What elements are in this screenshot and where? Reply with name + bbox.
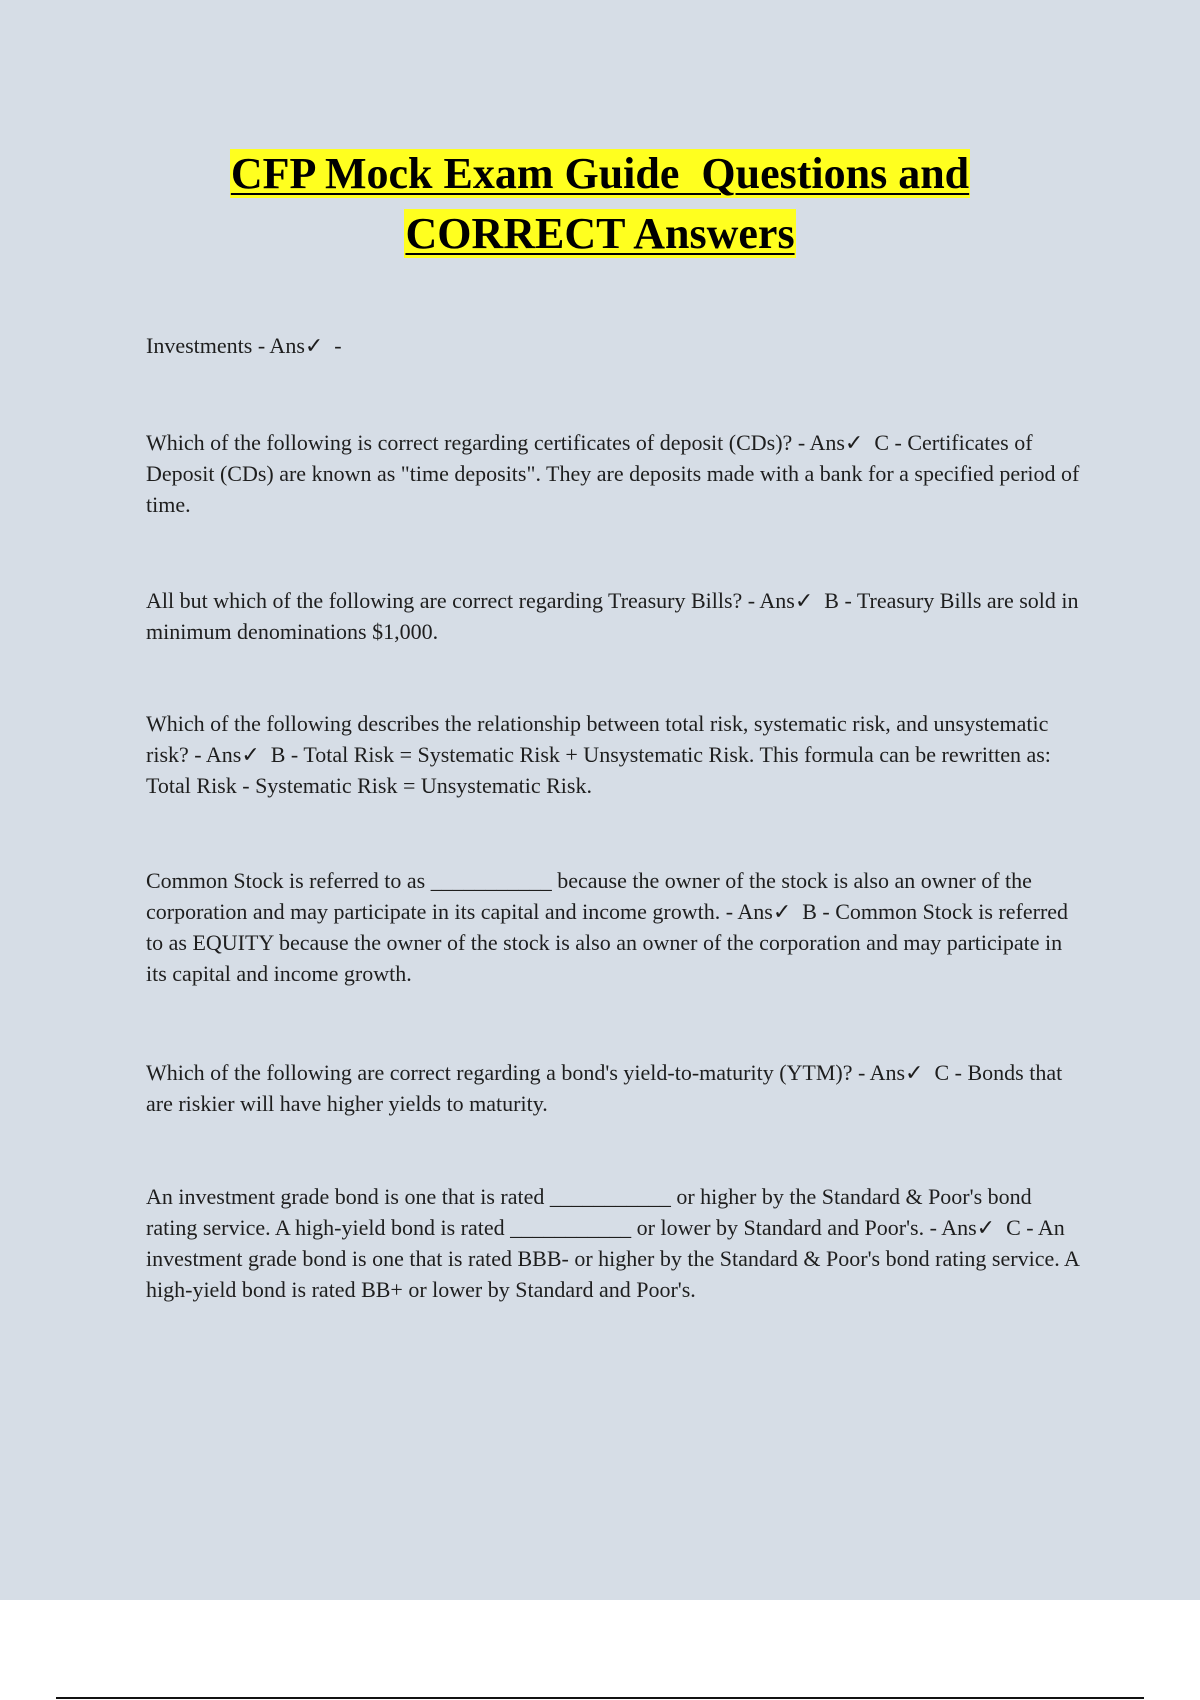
qa-entry-certificates-of-deposit (146, 427, 1086, 520)
qa-entry-total-risk (146, 708, 1086, 801)
qa-entry-investments (146, 330, 1086, 361)
qa-text: Which of the following is correct regarding certificates of deposit (CDs)? - Ans✓ C - Certificates of Deposit (CDs) are known as "time deposits". They are deposits made with a bank for a specified period of time. (146, 430, 1085, 517)
qa-entry-common-stock (146, 865, 1086, 989)
qa-entry-yield-to-maturity (146, 1057, 1086, 1119)
title-line-2: CORRECT Answers (405, 209, 795, 258)
qa-text: Which of the following describes the relationship between total risk, systematic risk, and unsystematic risk? - Ans✓ B - Total Risk = Systematic Risk + Unsystematic Risk. This formula can be rewritten as: Total Risk - Systematic Risk = Unsystematic Risk. (146, 711, 1057, 798)
footer-divider (56, 1697, 1144, 1699)
title-line-1: CFP Mock Exam Guide Questions and (230, 149, 970, 198)
qa-text: Investments - Ans✓ - (146, 333, 342, 358)
qa-entry-treasury-bills (146, 585, 1086, 647)
qa-text: An investment grade bond is one that is rated ___________ or higher by the Standard & Poor's bond rating service. A high-yield bond is rated ___________ or lower by Standard and Poor's. - Ans✓ C - An investment grade bond is one that is rated BBB- or higher by the Standard & Poor's bond rating service. A high-yield bond is rated BB+ or lower by Standard and Poor's. (146, 1184, 1085, 1302)
qa-text: All but which of the following are correct regarding Treasury Bills? - Ans✓ B - Treasury Bills are sold in minimum denominations $1,000. (146, 588, 1085, 644)
qa-text: Common Stock is referred to as ___________ because the owner of the stock is also an owner of the corporation and may participate in its capital and income growth. - Ans✓ B - Common Stock is referred to as EQUITY because the owner of the stock is also an owner of the corporation and may participate in its capital and income growth. (146, 868, 1074, 986)
qa-entry-investment-grade-bond (146, 1181, 1086, 1305)
qa-text: Which of the following are correct regarding a bond's yield-to-maturity (YTM)? - Ans✓ C - Bonds that are riskier will have higher yields to maturity. (146, 1060, 1068, 1116)
document-title (0, 144, 1200, 264)
